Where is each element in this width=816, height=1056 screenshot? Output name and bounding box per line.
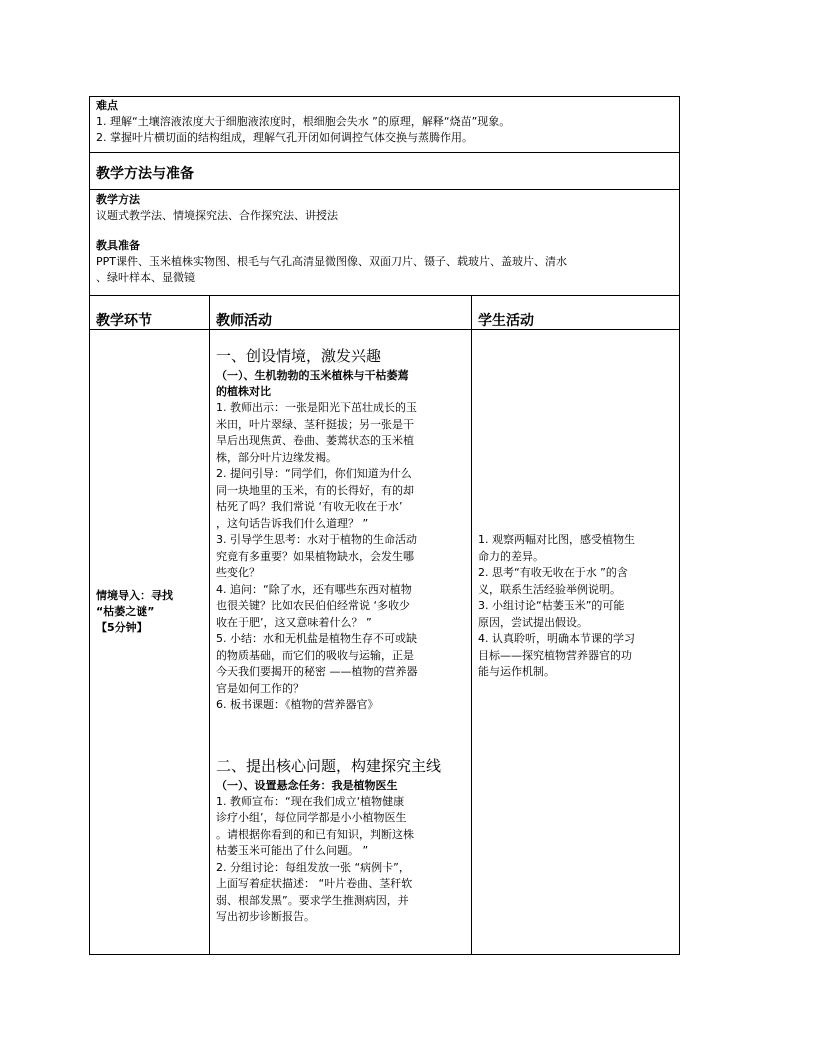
method-text: 议题式教学法、情境探究法、合作探究法、讲授法 [96, 209, 338, 222]
teacher-line: 收在于肥’，这又意味着什么？ ” [216, 615, 372, 629]
lesson-plan-page [89, 96, 680, 955]
student-line: 目标——探究植物营养器官的功 [478, 648, 632, 662]
stage-cell [96, 588, 173, 636]
methods-section [89, 153, 680, 296]
stage-name: 情境导入：寻找 [96, 589, 173, 602]
difficulty-item: 2. 掌握叶片横切面的结构组成，理解气孔开闭如何调控气体交换与蒸腾作用。 [96, 131, 473, 144]
student-line: 能与运作机制。 [478, 665, 555, 678]
teacher-line: ，这句话告诉我们什么道理？ ” [216, 516, 369, 530]
header-teacher: 教师活动 [216, 313, 272, 329]
part1-title: 一、创设情境，激发兴趣 [216, 347, 382, 365]
teacher-line: 旱后出现焦黄、卷曲、萎蔫状态的玉米植 [216, 434, 414, 447]
student-line: 2. 思考“有收无收在于水 ”的含 [478, 566, 628, 579]
teacher-line: 。请根据你看到的和已有知识，判断这株 [216, 827, 414, 841]
teacher-line: 同一块地里的玉米，有的长得好，有的却 [216, 483, 414, 497]
teacher-line: 官是如何工作的？ [216, 681, 304, 695]
teacher-line: 究竟有多重要？如果植物缺水，会发生哪 [216, 549, 414, 563]
teacher-line: 今天我们要揭开的秘密 ——植物的营养器 [216, 665, 418, 678]
difficulty-title: 难点 [96, 99, 118, 112]
teacher-line: 2. 提问引导：“同学们，你们知道为什么 [216, 467, 412, 480]
column-divider [209, 296, 210, 954]
teacher-line: 些变化？ [216, 566, 260, 579]
teacher-line: 弱、根部发黑”。要求学生推测病因，并 [216, 893, 409, 907]
methods-heading: 教学方法与准备 [90, 153, 679, 190]
teacher-line: 1. 教师出示：一张是阳光下茁壮成长的玉 [216, 401, 417, 414]
tools-text: 、绿叶样本、显微镜 [96, 271, 195, 284]
header-student: 学生活动 [478, 313, 534, 329]
teacher-line: 上面写着症状描述： “叶片卷曲、茎秆软 [216, 877, 413, 890]
tools-title: 教具准备 [96, 239, 140, 252]
teacher-line: 诊疗小组’，每位同学都是小小植物医生 [216, 811, 407, 824]
student-line: 3. 小组讨论“枯萎玉米”的可能 [478, 599, 625, 612]
difficulty-section [89, 96, 680, 153]
part1-subtitle: （一）、生机勃勃的玉米植株与干枯萎蔫 [216, 369, 409, 382]
part2-subtitle: （一）、设置悬念任务：我是植物医生 [216, 778, 398, 792]
part1-subtitle: 的植株对比 [216, 385, 271, 398]
stage-duration: 【5分钟】 [96, 621, 148, 634]
part2-title: 二、提出核心问题，构建探究主线 [216, 756, 442, 775]
teacher-line: 5. 小结：水和无机盐是植物生存不可或缺 [216, 632, 417, 645]
tools-text: PPT课件、玉米植株实物图、根毛与气孔高清显微图像、双面刀片、镊子、载玻片、盖玻片、清水 [96, 255, 567, 268]
teacher-line: 4. 追问：“除了水，还有哪些东西对植物 [216, 582, 412, 596]
teacher-line: 2. 分组讨论：每组发放一张 “病例卡”， [216, 860, 410, 874]
student-line: 原因，尝试提出假设。 [478, 615, 588, 629]
student-line: 义，联系生活经验举例说明。 [478, 582, 621, 596]
teacher-line: 枯死了吗？我们常说 ‘有收无收在于水’ [216, 500, 403, 513]
student-line: 命力的差异。 [478, 549, 544, 563]
activity-table [89, 296, 680, 955]
teacher-line: 枯萎玉米可能出了什么问题。 ” [216, 844, 369, 857]
teacher-line: 也很关键？比如农民伯伯经常说 ‘多收少 [216, 599, 410, 612]
header-stage: 教学环节 [96, 313, 152, 329]
student-line: 4. 认真聆听，明确本节课的学习 [478, 632, 635, 645]
teacher-activity-cell [216, 344, 474, 926]
header-divider [90, 329, 679, 330]
teacher-line: 3. 引导学生思考：水对于植物的生命活动 [216, 533, 417, 546]
teacher-line: 6. 板书课题：《植物的营养器官》 [216, 698, 379, 711]
teacher-line: 1. 教师宣布：“现在我们成立‘植物健康 [216, 794, 405, 808]
method-title: 教学方法 [96, 193, 140, 206]
teacher-line: 株，部分叶片边缘发褐。 [216, 450, 337, 464]
teacher-line: 写出初步诊断报告。 [216, 910, 315, 923]
teacher-line: 的物质基础，而它们的吸收与运输，正是 [216, 648, 414, 662]
teacher-line: 米田，叶片翠绿、茎秆挺拔；另一张是干 [216, 417, 414, 431]
student-activity-cell [478, 532, 678, 681]
student-line: 1. 观察两幅对比图，感受植物生 [478, 533, 635, 546]
stage-name: “枯萎之谜” [96, 605, 155, 618]
difficulty-item: 1. 理解“土壤溶液浓度大于细胞液浓度时，根细胞会失水 ”的原理，解释“烧苗”现象。 [96, 115, 511, 128]
